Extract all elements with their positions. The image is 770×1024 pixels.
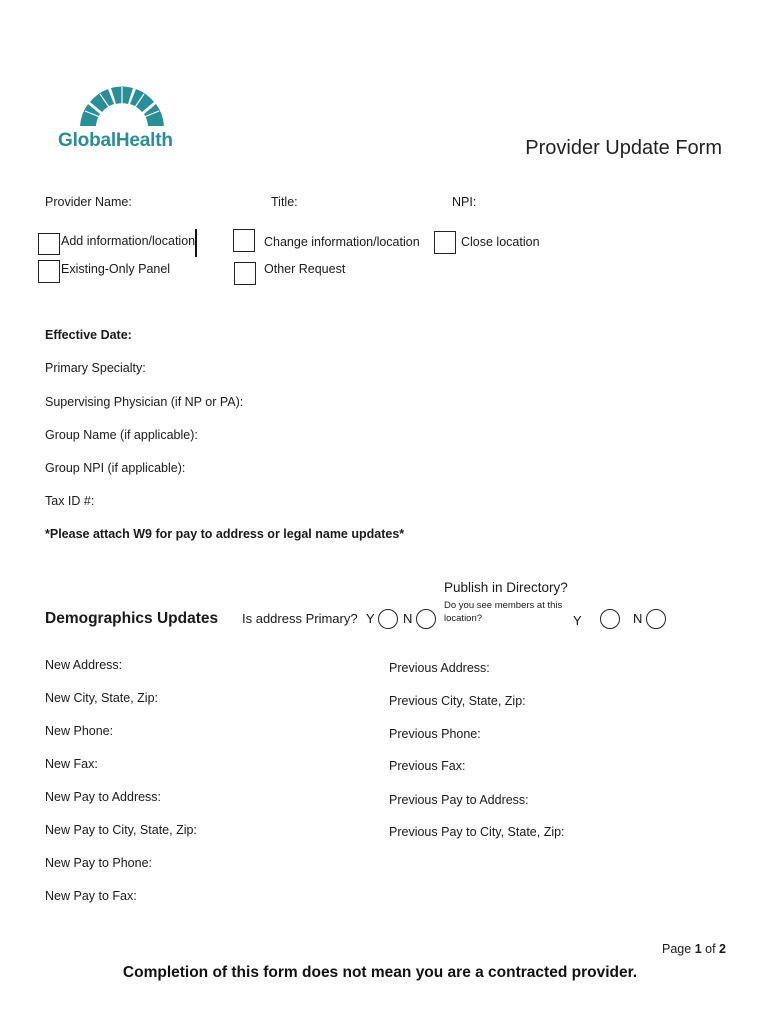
- previous-pay-to-address-label: Previous Pay to Address:: [389, 793, 529, 807]
- page-prefix: Page: [662, 942, 692, 956]
- npi-label: NPI:: [452, 195, 477, 209]
- add-info-checkbox[interactable]: [38, 233, 60, 255]
- primary-yes-label: Y: [366, 611, 375, 626]
- new-city-state-zip-label: New City, State, Zip:: [45, 691, 158, 705]
- new-pay-to-address-label: New Pay to Address:: [45, 790, 162, 804]
- primary-question: Is address Primary?: [242, 611, 358, 626]
- new-address-label: New Address:: [45, 658, 123, 672]
- primary-no-label: N: [403, 611, 413, 626]
- existing-only-checkbox[interactable]: [38, 260, 60, 283]
- other-request-checkbox[interactable]: [234, 262, 256, 285]
- previous-address-label: Previous Address:: [389, 661, 490, 675]
- previous-fax-label: Previous Fax:: [389, 759, 466, 773]
- primary-specialty-label: Primary Specialty:: [45, 361, 146, 375]
- group-npi-label: Group NPI (if applicable):: [45, 461, 186, 475]
- new-pay-to-city-label: New Pay to City, State, Zip:: [45, 823, 197, 837]
- previous-city-state-zip-label: Previous City, State, Zip:: [389, 694, 526, 708]
- new-phone-label: New Phone:: [45, 724, 114, 738]
- members-question-line2: location?: [444, 613, 483, 624]
- w9-note: *Please attach W9 for pay to address or legal name updates*: [45, 527, 405, 541]
- page-total: 2: [719, 942, 726, 956]
- page-number: [662, 942, 726, 956]
- text-cursor: [195, 229, 197, 257]
- publish-question: Publish in Directory?: [444, 580, 568, 595]
- page-current: 1: [694, 942, 702, 956]
- existing-only-label: Existing-Only Panel: [61, 262, 171, 276]
- new-fax-label: New Fax:: [45, 757, 98, 771]
- effective-date-label: Effective Date:: [45, 328, 132, 342]
- primary-no-radio[interactable]: [416, 609, 436, 629]
- supervising-physician-label: Supervising Physician (if NP or PA):: [45, 395, 244, 409]
- logo-text: GlobalHealth: [58, 130, 173, 151]
- publish-no-radio[interactable]: [646, 609, 666, 629]
- tax-id-label: Tax ID #:: [45, 494, 95, 508]
- provider-name-label: Provider Name:: [45, 195, 132, 209]
- close-location-label: Close location: [461, 235, 540, 249]
- publish-yes-radio[interactable]: [600, 609, 620, 629]
- new-pay-to-phone-label: New Pay to Phone:: [45, 856, 153, 870]
- other-request-label: Other Request: [264, 262, 346, 276]
- group-name-label: Group Name (if applicable):: [45, 428, 198, 442]
- add-info-label: Add information/location: [61, 234, 196, 248]
- new-pay-to-fax-label: New Pay to Fax:: [45, 889, 137, 903]
- members-question-line1: Do you see members at this: [444, 600, 563, 611]
- logo-arc-icon: [52, 84, 192, 132]
- form-title: Provider Update Form: [525, 137, 722, 159]
- page-of: of: [705, 942, 716, 956]
- change-info-label: Change information/location: [264, 235, 420, 249]
- primary-yes-radio[interactable]: [378, 609, 398, 629]
- previous-phone-label: Previous Phone:: [389, 727, 481, 741]
- close-location-checkbox[interactable]: [434, 231, 456, 254]
- disclaimer: Completion of this form does not mean you are a contracted provider.: [122, 964, 638, 981]
- publish-no-label: N: [633, 611, 643, 626]
- logo: [52, 84, 192, 156]
- publish-yes-label: Y: [573, 613, 582, 628]
- demographics-heading: Demographics Updates: [45, 610, 219, 627]
- title-label: Title:: [271, 195, 298, 209]
- previous-pay-to-city-label: Previous Pay to City, State, Zip:: [389, 825, 565, 839]
- change-info-checkbox[interactable]: [233, 229, 255, 252]
